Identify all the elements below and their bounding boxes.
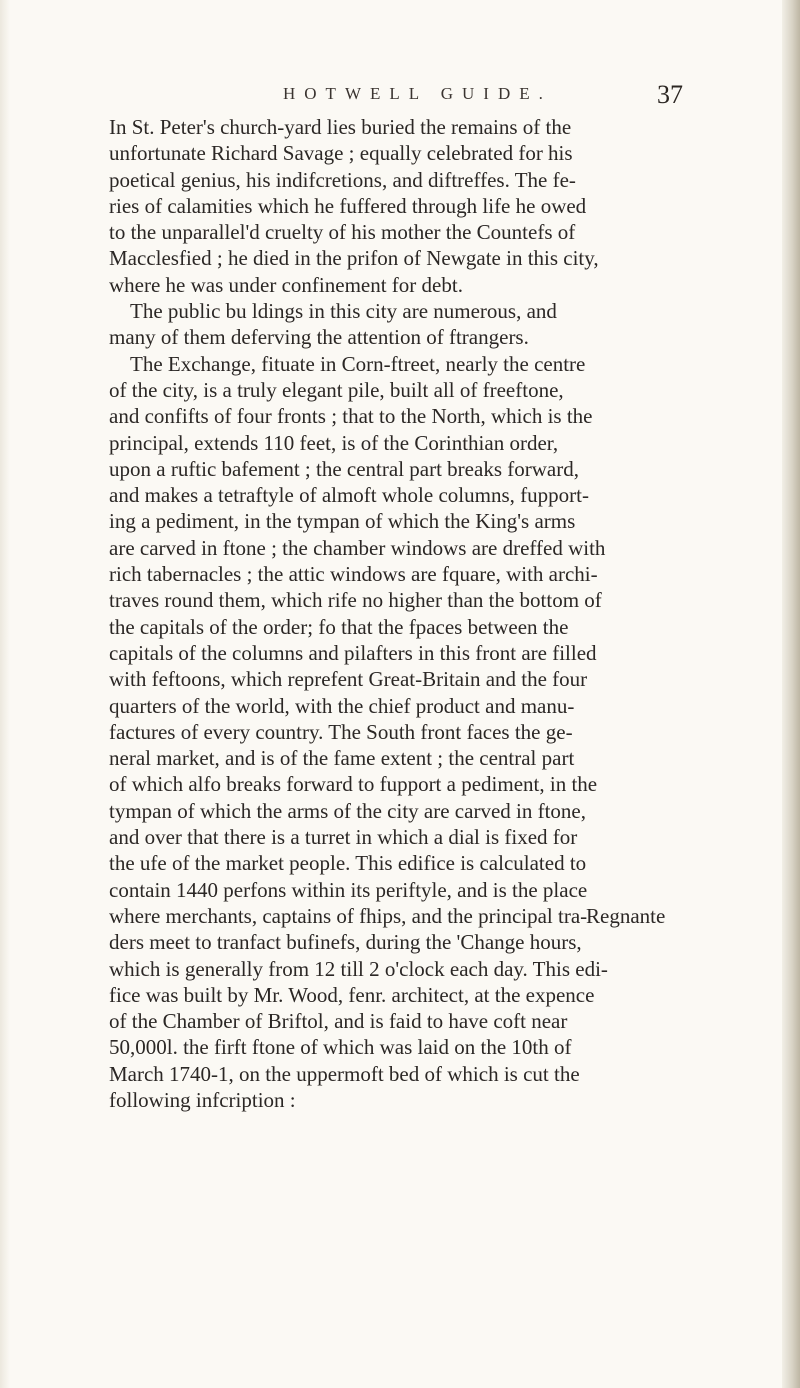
text-line: poetical genius, his indifcretions, and diftreffes. The fe-: [109, 167, 576, 192]
text-line: where merchants, captains of fhips, and the principal tra-: [109, 903, 588, 928]
text-line: The public bu ldings in this city are numerous, and: [130, 299, 557, 324]
text-line: contain 1440 perfons within its periftyle, and is the place: [109, 877, 588, 902]
text-line: principal, extends 110 feet, is of the Corinthian order,: [109, 430, 559, 455]
text-line: Macclesfied ; he died in the prifon of Newgate in this city,: [109, 246, 599, 271]
text-line: of the city, is a truly elegant pile, built all of freeftone,: [109, 377, 564, 402]
text-line: fice was built by Mr. Wood, fenr. architect, at the expence: [109, 982, 595, 1007]
catchword: Regnante: [586, 904, 666, 928]
gutter-shadow: [0, 0, 10, 1388]
text-line: tympan of which the arms of the city are carved in ftone,: [109, 798, 586, 823]
text-line: rich tabernacles ; the attic windows are fquare, with archi-: [109, 562, 598, 587]
text-line: and over that there is a turret in which a dial is fixed for: [109, 825, 578, 850]
text-line: the ufe of the market people. This edifice is calculated to: [109, 851, 587, 876]
text-line: are carved in ftone ; the chamber windows are dreffed with: [109, 535, 606, 560]
text-line: and makes a tetraftyle of almoft whole columns, fupport-: [109, 483, 589, 508]
text-line: 50,000l. the firft ftone of which was laid on the 10th of: [109, 1035, 572, 1060]
text-line: which is generally from 12 till 2 o'clock each day. This edi-: [109, 956, 608, 981]
text-line: quarters of the world, with the chief product and manu-: [109, 693, 575, 718]
text-line: ing a pediment, in the tympan of which the King's arms: [109, 509, 576, 534]
text-line: neral market, and is of the fame extent ; the central part: [109, 746, 575, 771]
text-line: of the Chamber of Briftol, and is faid to have coft near: [109, 1009, 568, 1034]
text-line: traves round them, which rife no higher than the bottom of: [109, 588, 602, 613]
text-line: capitals of the columns and pilafters in this front are filled: [109, 640, 597, 665]
text-line: ders meet to tranfact bufinefs, during the 'Change hours,: [109, 930, 582, 955]
page-number: 37: [657, 80, 683, 109]
text-line: to the unparallel'd cruelty of his mother the Countefs of: [109, 220, 576, 245]
text-line: with feftoons, which reprefent Great-Britain and the four: [109, 667, 588, 692]
text-line: The Exchange, fituate in Corn-ftreet, nearly the centre: [130, 351, 586, 376]
text-line: the capitals of the order; fo that the fpaces between the: [109, 614, 569, 639]
text-line: and confifts of four fronts ; that to the North, which is the: [109, 404, 593, 429]
text-line: upon a ruftic bafement ; the central part breaks forward,: [109, 456, 579, 481]
text-line: many of them deferving the attention of ftrangers.: [109, 325, 529, 350]
text-line: In St. Peter's church-yard lies buried the remains of the: [109, 115, 572, 139]
running-title: HOTWELL GUIDE.: [283, 84, 552, 103]
text-line: unfortunate Richard Savage ; equally celebrated for his: [109, 141, 573, 166]
text-line: where he was under confinement for debt.: [109, 272, 463, 297]
text-line: factures of every country. The South front faces the ge-: [109, 719, 573, 744]
text-line: following infcription :: [109, 1087, 296, 1112]
text-line: of which alfo breaks forward to fupport a pediment, in the: [109, 772, 598, 797]
text-line: ries of calamities which he fuffered through life he owed: [109, 193, 587, 218]
text-line: March 1740-1, on the uppermoft bed of which is cut the: [109, 1061, 580, 1086]
body-text: [109, 114, 800, 1113]
